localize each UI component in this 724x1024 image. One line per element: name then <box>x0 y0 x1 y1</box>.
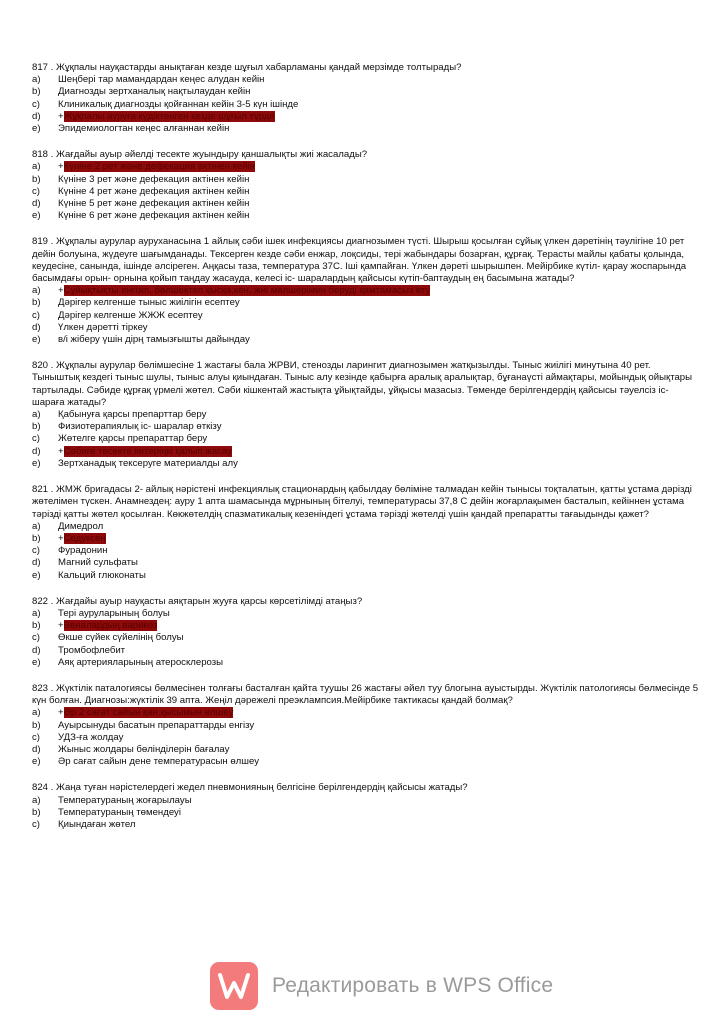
question-block <box>32 596 700 669</box>
answer-option <box>32 744 700 756</box>
option-text: Клиникалық диагнозды қойғаннан кейін 3-5 күн ішінде <box>58 98 299 110</box>
answer-option <box>32 433 700 445</box>
question-block <box>32 149 700 222</box>
option-letter: a) <box>32 707 41 719</box>
option-letter: e) <box>32 569 41 581</box>
question-text: 824 . Жаңа туған нәрістелердегі жедел пневмонияның белгісіне берілгендердің қайсысы жатады? <box>32 782 468 794</box>
option-letter: e) <box>32 123 41 135</box>
answer-option-correct <box>32 707 700 719</box>
answer-option-correct <box>32 161 700 173</box>
question-block <box>32 62 700 135</box>
option-text: Зертханадық тексеруге материалды алу <box>58 457 238 469</box>
answer-option <box>32 557 700 569</box>
answer-option <box>32 545 700 557</box>
answer-option <box>32 458 700 470</box>
option-text: Тромбофлебит <box>58 644 126 656</box>
option-text: Күніне 6 рет және дефекация актінен кейін <box>58 210 250 222</box>
answer-option <box>32 174 700 186</box>
option-text: Күніне 4 рет және дефекация актінен кейін <box>58 185 250 197</box>
answer-option <box>32 310 700 322</box>
option-text: Ауырсынуды басатын препараттарды енгізу <box>58 719 255 731</box>
correct-marker: + <box>58 445 64 457</box>
answer-option <box>32 86 700 98</box>
correct-marker: + <box>58 707 64 719</box>
option-letter: c) <box>32 818 40 830</box>
option-text: Жөтелге қарсы препараттар беру <box>58 433 208 445</box>
option-letter: d) <box>32 198 41 210</box>
answer-option <box>32 807 700 819</box>
option-letter: b) <box>32 173 41 185</box>
highlighted-answer-text: Веналардың варикоз <box>63 620 158 632</box>
option-text: Шеңбері тар мамандардан кеңес алудан кейін <box>58 74 265 86</box>
wps-edit-label[interactable]: Редактировать в WPS Office <box>272 974 554 997</box>
option-letter: b) <box>32 297 41 309</box>
answer-option <box>32 334 700 346</box>
correct-marker: + <box>58 620 64 632</box>
option-letter: d) <box>32 557 41 569</box>
option-text: Тері ауруларының болуы <box>58 607 170 619</box>
question-text: 822 . Жағдайы ауыр науқасты аяқтарын жууға қарсы көрсетілімді атаңыз? <box>32 595 363 607</box>
option-letter: a) <box>32 74 41 86</box>
answer-option-correct <box>32 620 700 632</box>
answer-option <box>32 123 700 135</box>
option-letter: c) <box>32 433 40 445</box>
option-text: Фурадонин <box>58 545 108 557</box>
question-block <box>32 683 700 768</box>
answer-option <box>32 297 700 309</box>
answer-option <box>32 756 700 768</box>
answer-option-correct <box>32 285 700 297</box>
answer-option-correct <box>32 533 700 545</box>
correct-marker: + <box>58 161 64 173</box>
highlighted-answer-text: Күніне 2 рет және дефекация актінен кейін <box>63 161 256 173</box>
option-text: Диагнозды зертханалық нақтылаудан кейін <box>58 86 251 98</box>
answer-option <box>32 795 700 807</box>
correct-marker: + <box>58 532 64 544</box>
option-text: Кальций глюконаты <box>58 569 146 581</box>
option-text: Магний сульфаты <box>58 557 138 569</box>
option-text: Дәрігер келгенше ЖЖЖ есептеу <box>58 309 203 321</box>
question-text: 817 . Жұқпалы науқастарды анықтаған кезде шұғыл хабарламаны қандай мерзімде толтырады? <box>32 62 462 73</box>
option-text: УДЗ-ға жолдау <box>58 731 124 743</box>
correct-marker: + <box>58 110 64 122</box>
answer-option <box>32 720 700 732</box>
option-letter: d) <box>32 644 41 656</box>
answer-option-correct <box>32 111 700 123</box>
option-letter: a) <box>32 285 41 297</box>
answer-option <box>32 421 700 433</box>
option-letter: c) <box>32 632 40 644</box>
option-text: в/і жіберу үшін дірң тамызғышты дайындау <box>58 334 250 346</box>
option-letter: a) <box>32 409 41 421</box>
option-letter: a) <box>32 161 41 173</box>
option-letter: e) <box>32 656 41 668</box>
wps-logo-icon[interactable] <box>210 962 258 1010</box>
answer-option <box>32 74 700 86</box>
highlighted-answer-text: Сұйықтықты енгізіп, бөлшектеп қысқа,кен, жиі мөлшерімен беруді қамтамасыз ету <box>63 285 431 297</box>
option-text: Күніне 3 рет және дефекация актінен кейін <box>58 173 250 185</box>
answer-option <box>32 732 700 744</box>
question-text: 819 . Жұқпалы аурулар ауруханасына 1 айлық сәби ішек инфекциясы диагнозымен түсті. Шырыш қосылған сұйық үлкен дәретінің тәулігіне 10 рет дейін болуына, жүдеуге шағымданады. Тексерген кезде сәби енжар, лоқсиды, тері жабындары бозарған, құрғақ. Терасты майлы қабаты қолында, кеудесіне, санында, ішінде әлсіреген. Аңқасы таза, температура 37С. Іші қампайған. Үлкен дәреті шырышпен. Мейірбике күтіл- қарау жоспарында басымдағы орын- орнына қойып таңдау жасауда, келесі іс- шаралардың қайсысы күтіп-баптаудың ең басымына жатады? <box>32 236 687 285</box>
option-letter: c) <box>32 309 40 321</box>
question-block <box>32 782 700 831</box>
answer-option <box>32 186 700 198</box>
answer-option <box>32 819 700 831</box>
answer-option <box>32 322 700 334</box>
answer-option <box>32 645 700 657</box>
option-letter: a) <box>32 520 41 532</box>
option-text: Физиотерапиялық іс- шаралар өткізу <box>58 421 222 433</box>
option-letter: d) <box>32 321 41 333</box>
highlighted-answer-text: Сәбиге төсекте көтеріңкі қалып жасау <box>63 445 232 457</box>
option-letter: b) <box>32 620 41 632</box>
answer-option-correct <box>32 446 700 458</box>
option-letter: e) <box>32 457 41 469</box>
option-text: Үлкен дәретті тіркеу <box>58 321 148 333</box>
answer-option <box>32 570 700 582</box>
option-text: Өкше сүйек сүйелінің болуы <box>58 632 184 644</box>
option-letter: c) <box>32 185 40 197</box>
option-letter: b) <box>32 806 41 818</box>
option-letter: b) <box>32 532 41 544</box>
answer-option <box>32 99 700 111</box>
option-text: Температураның жоғарылауы <box>58 794 192 806</box>
correct-marker: + <box>58 285 64 297</box>
question-text: 823 . Жүктілік паталогиясы бөлмесінен толғағы басталған қайта туушы 26 жастағы әйел туу блогына ауыстырды. Жүктілік патологиясы бөлмесінде 5 күн болған. Диагнозы:жүктілік 39 апта. Жеңіл дәрежелі преэклампсия.Мейірбике тактикасы қандай болмақ? <box>32 682 699 707</box>
option-letter: d) <box>32 743 41 755</box>
question-text: 820 . Жұқпалы аурулар бөлімшесіне 1 жастағы бала ЖРВИ, стенозды ларингит диагнозымен жатқызылды. Тыныс жиілігі минутына 40 рет. Тыныштық кездегі тыныс шулы, тыныс алуы қиындаған. Тыныс алу кезінде қабырға аралық аралықтар, бұғанаүсті аймақтары, мойындық ойықтары тартылады. Сәбиде құрғақ үрмелі жөтел. Сәби кішкентай жастықта ұйықтайды, ұйқысы мазасыз. Төменде берілгендердің қайсысы тәуелсіз іс- шараға жатады? <box>32 360 693 408</box>
option-letter: e) <box>32 210 41 222</box>
option-letter: c) <box>32 731 40 743</box>
option-letter: b) <box>32 421 41 433</box>
answer-option <box>32 521 700 533</box>
document-page <box>32 62 700 845</box>
question-text: 818 . Жағдайы ауыр әйелді тесекте жуындыру қаншалықты жиі жасалады? <box>32 149 368 161</box>
option-letter: a) <box>32 607 41 619</box>
answer-option <box>32 198 700 210</box>
highlighted-answer-text: Седуксен <box>63 532 106 544</box>
answer-option <box>32 608 700 620</box>
answer-option <box>32 409 700 421</box>
option-text: Эпидемиологтан кеңес алғаннан кейін <box>58 123 230 135</box>
option-letter: c) <box>32 98 40 110</box>
option-text: Күніне 5 рет және дефекация актінен кейін <box>58 198 250 210</box>
option-letter: d) <box>32 110 41 122</box>
option-text: Қабынуға қарсы препарттар беру <box>58 409 207 421</box>
option-text: Температураның төмендеуі <box>58 806 181 818</box>
question-block <box>32 236 700 346</box>
question-block <box>32 484 700 582</box>
option-letter: c) <box>32 545 40 557</box>
option-letter: a) <box>32 794 41 806</box>
option-letter: b) <box>32 719 41 731</box>
option-letter: e) <box>32 334 41 346</box>
wps-edit-banner[interactable] <box>210 962 553 1010</box>
option-letter: b) <box>32 86 41 98</box>
option-text: Аяқ артерияларының атеросклерозы <box>58 656 224 668</box>
answer-option <box>32 657 700 669</box>
answer-option <box>32 210 700 222</box>
option-text: Әр сағат сайын дене температурасын өлшеу <box>58 756 259 768</box>
highlighted-answer-text: Жұқпалы ауруға күдіктенген кезде шұғыл түрде <box>63 110 275 122</box>
option-text: Дәрігер келгенше тыныс жиілігін есептеу <box>58 297 240 309</box>
option-text: Қиындаған жөтел <box>58 818 136 830</box>
option-text: Жыныс жолдары бөлінділерін бағалау <box>58 743 230 755</box>
option-letter: e) <box>32 756 41 768</box>
highlighted-answer-text: Әр 2 сағат сайын қан қысымын өлшеу <box>63 707 234 719</box>
option-letter: d) <box>32 445 41 457</box>
option-text: Димедрол <box>58 520 104 532</box>
question-text: 821 . ЖМЖ бригадасы 2- айлық нәрістені инфекциялық стационардың қабылдау бөліміне талмадан кейін тынысы тоқталатын, қатты ұстама дәрізді жөтелімен түскен. Анамнездең: ауру 1 апта шамасында мұрнының бітелуі, температурасы 37,8 С дейін жоғарлақымен басталып, кейіннен ұстама тәрізді қатты жөтел қосылған. Көкжөтелдің спазматикалық кезеніндегі ұстама тәрізді жөтелді үшін қандай препаратты тағаыдынды қажет? <box>32 484 692 520</box>
answer-option <box>32 632 700 644</box>
question-block <box>32 360 700 470</box>
